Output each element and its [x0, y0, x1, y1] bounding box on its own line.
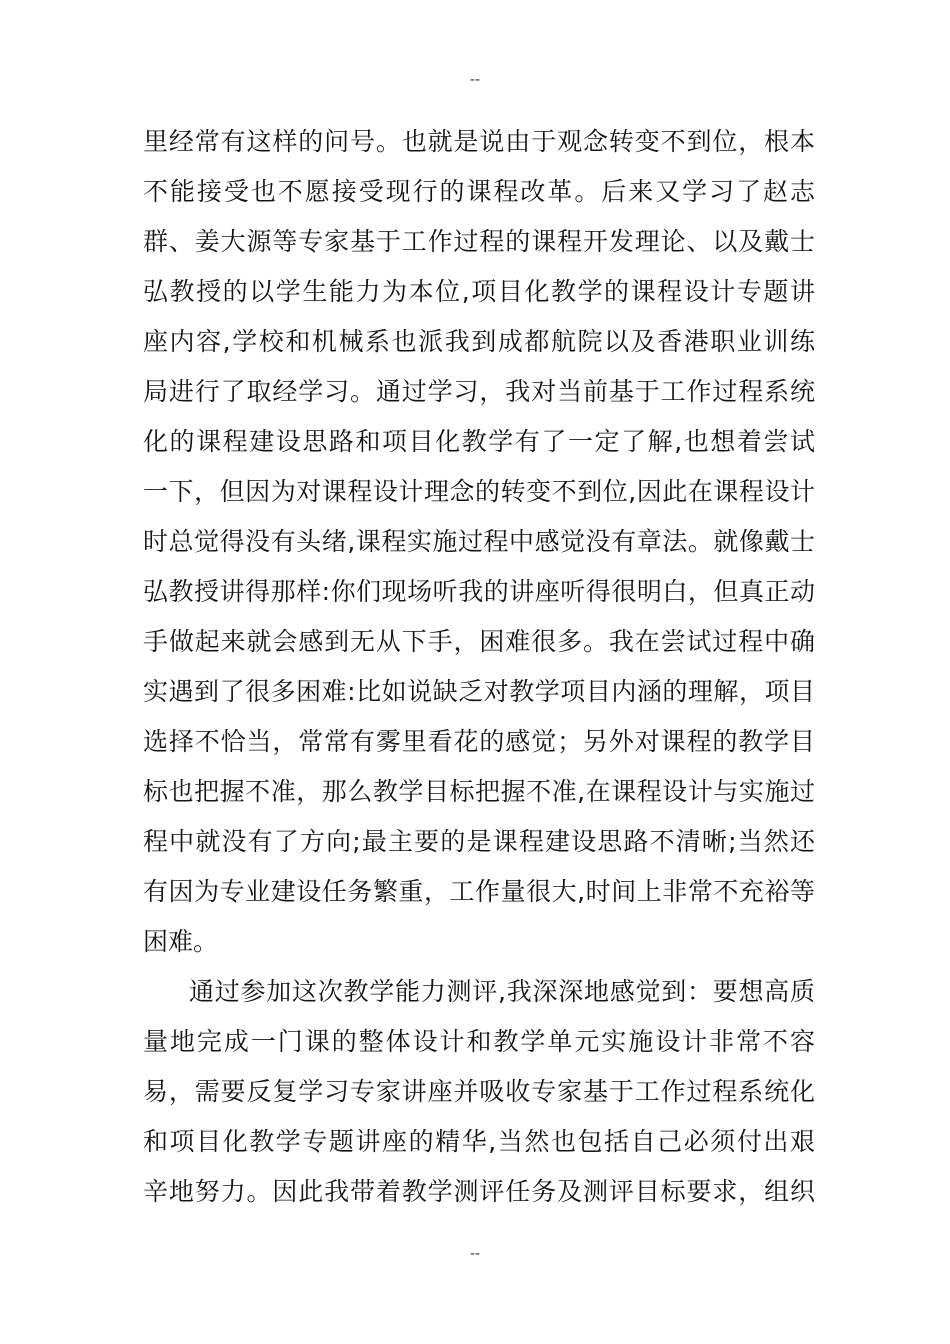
page-header-marker: --: [469, 72, 481, 88]
text-line: 化的课程建设思路和项目化教学有了一定了解,也想着尝试: [143, 427, 815, 456]
text-line: 局进行了取经学习。通过学习，我对当前基于工作过程系统: [143, 377, 815, 406]
text-line: 群、姜大源等专家基于工作过程的课程开发理论、以及戴士: [143, 227, 815, 256]
body-text: [143, 117, 815, 1217]
text-line: 和项目化教学专题讲座的精华,当然也包括自己必须付出艰: [143, 1127, 815, 1156]
page-footer-marker: --: [469, 1246, 481, 1262]
text-line: 通过参加这次教学能力测评,我深深地感觉到：要想高质: [189, 977, 815, 1006]
text-line: 一下，但因为对课程设计理念的转变不到位,因此在课程设计: [143, 477, 815, 506]
text-line: 时总觉得没有头绪,课程实施过程中感觉没有章法。就像戴士: [143, 527, 815, 556]
text-line: 实遇到了很多困难:比如说缺乏对教学项目内涵的理解，项目: [143, 677, 815, 706]
text-line: 量地完成一门课的整体设计和教学单元实施设计非常不容: [143, 1027, 815, 1056]
text-line: 辛地努力。因此我带着教学测评任务及测评目标要求，组织: [143, 1177, 815, 1206]
text-line: 程中就没有了方向;最主要的是课程建设思路不清晰;当然还: [143, 827, 815, 856]
paragraph-2: [143, 967, 815, 1217]
text-line: 选择不恰当，常常有雾里看花的感觉；另外对课程的教学目: [143, 727, 815, 756]
text-line: 困难。: [143, 927, 219, 956]
text-line: 弘教授讲得那样:你们现场听我的讲座听得很明白，但真正动: [143, 577, 815, 606]
text-line: 标也把握不准，那么教学目标把握不准,在课程设计与实施过: [143, 777, 815, 806]
paragraph-1: [143, 117, 815, 967]
text-line: 不能接受也不愿接受现行的课程改革。后来又学习了赵志: [143, 177, 815, 206]
text-line: 弘教授的以学生能力为本位,项目化教学的课程设计专题讲: [143, 277, 815, 306]
text-line: 易，需要反复学习专家讲座并吸收专家基于工作过程系统化: [143, 1077, 815, 1106]
text-line: 座内容,学校和机械系也派我到成都航院以及香港职业训练: [143, 327, 815, 356]
text-line: 手做起来就会感到无从下手，困难很多。我在尝试过程中确: [143, 627, 815, 656]
text-line: 有因为专业建设任务繁重，工作量很大,时间上非常不充裕等: [143, 877, 815, 906]
text-line: 里经常有这样的问号。也就是说由于观念转变不到位，根本: [143, 127, 815, 156]
